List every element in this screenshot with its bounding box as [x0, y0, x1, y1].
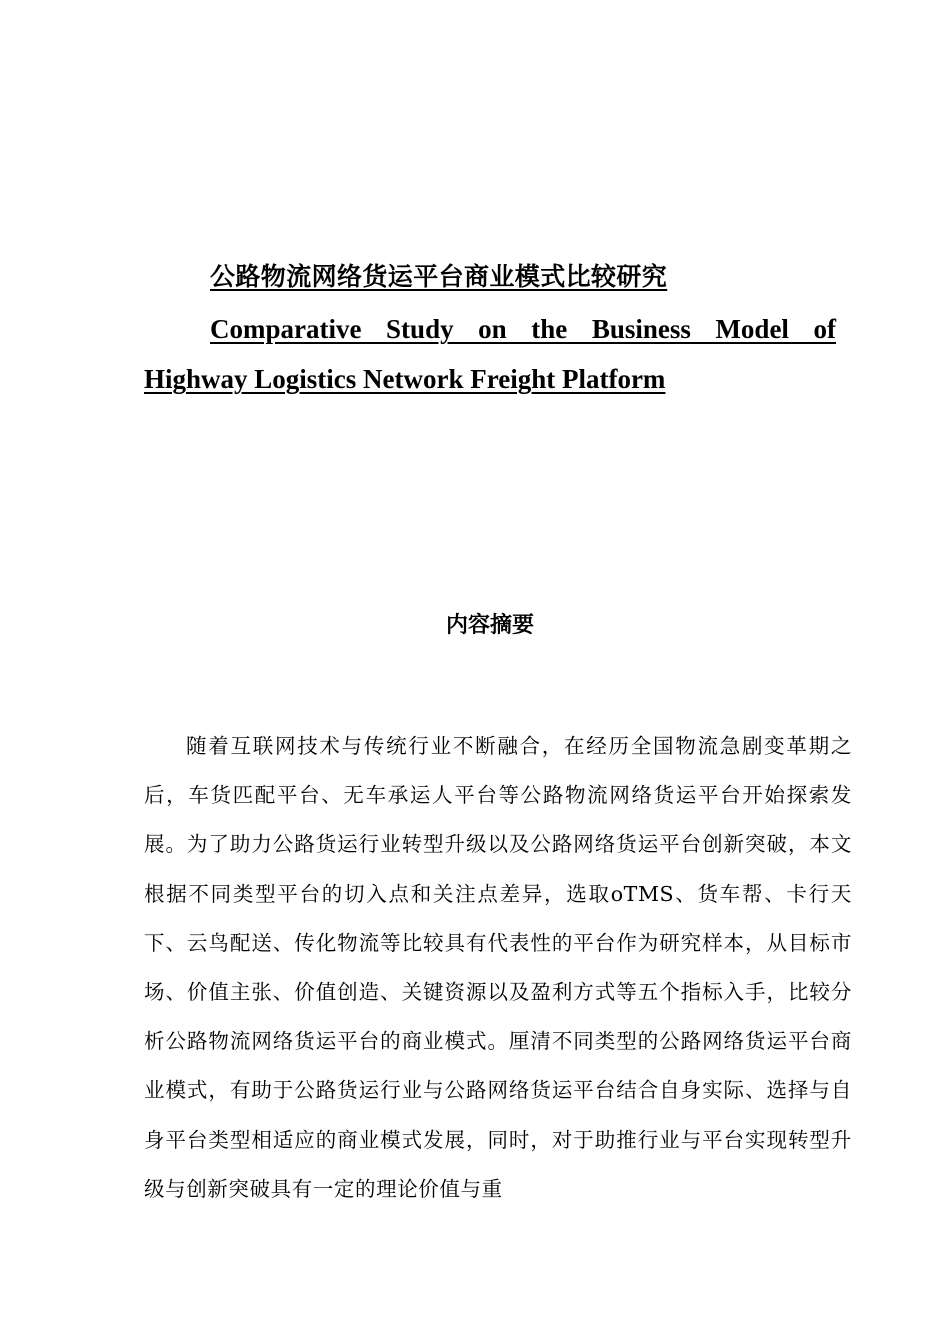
- chinese-title: 公路物流网络货运平台商业模式比较研究: [210, 262, 668, 291]
- abstract-heading: 内容摘要: [445, 613, 534, 638]
- english-title: Comparative Study on the Business Model of Highway Logistics Network Freight Platform: [144, 314, 836, 394]
- abstract-paragraph: 随着互联网技术与传统行业不断融合，在经历全国物流急剧变革期之后，车货匹配平台、无车承运人平台等公路物流网络货运平台开始探索发展。为了助力公路货运行业转型升级以及公路网络货运平台创新突破，本文根据不同类型平台的切入点和关注点差异，选取oTMS、货车帮、卡行天下、云鸟配送、传化物流等比较具有代表性的平台作为研究样本，从目标市场、价值主张、价值创造、关键资源以及盈利方式等五个指标入手，比较分析公路物流网络货运平台的商业模式。厘清不同类型的公路网络货运平台商业模式，有助于公路货运行业与公路网络货运平台结合自身实际、选择与自身平台类型相适应的商业模式发展，同时，对于助推行业与平台实现转型升级与创新突破具有一定的理论价值与重: [144, 734, 852, 1201]
